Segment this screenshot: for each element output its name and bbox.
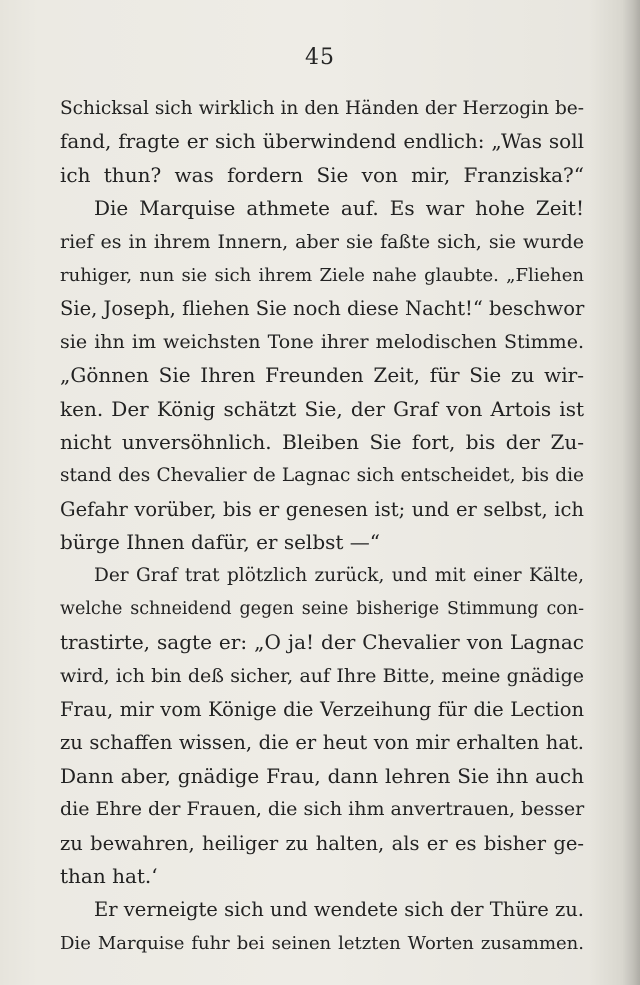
text-line: ken. Der König schätzt Sie, der Graf von Artois ist <box>60 396 584 421</box>
text-line: Sie, Joseph, fliehen Sie noch diese Nacht!“ beschwor <box>60 297 585 321</box>
text-line: Dann aber, gnädige Frau, dann lehren Sie ihn auch <box>60 763 584 788</box>
text-line: sie ihn im weichsten Tone ihrer melodischen Stimme. <box>60 330 584 353</box>
page-edge-shadow <box>622 0 640 985</box>
text-line: Der Graf trat plötzlich zurück, und mit einer Kälte, <box>94 565 584 587</box>
text-line: bürge Ihnen dafür, er selbst —“ <box>60 530 380 555</box>
page-number: 45 <box>305 45 335 70</box>
text-line: fand, fragte er sich überwindend endlich: „Was soll <box>60 129 584 154</box>
text-line: Die Marquise athmete auf. Es war hohe Zeit! <box>94 196 584 221</box>
text-line: Die Marquise fuhr bei seinen letzten Worten zusammen. <box>60 932 584 954</box>
text-line: ruhiger, nun sie sich ihrem Ziele nahe glaubte. „Fliehen <box>60 264 584 286</box>
text-line: welche schneidend gegen seine bisherige Stimmung con- <box>60 598 584 619</box>
text-line: Er verneigte sich und wendete sich der Thüre zu. <box>94 898 584 922</box>
text-line: rief es in ihrem Innern, aber sie faßte sich, sie wurde <box>60 230 584 253</box>
text-line: stand des Chevalier de Lagnac sich entscheidet, bis die <box>60 465 584 487</box>
text-line: zu schaffen wissen, die er heut von mir erhalten hat. <box>60 731 584 755</box>
text-line: nicht unversöhnlich. Bleiben Sie fort, bis der Zu- <box>60 429 584 454</box>
text-line: ich thun? was fordern Sie von mir, Franziska?“ <box>60 162 584 187</box>
text-line: die Ehre der Frauen, die sich ihm anvertrauen, besser <box>60 798 585 821</box>
text-line: wird, ich bin deß sicher, auf Ihre Bitte, meine gnädige <box>60 664 584 687</box>
text-line: Gefahr vorüber, bis er genesen ist; und er selbst, ich <box>60 497 584 521</box>
text-line: Schicksal sich wirklich in den Händen der Herzogin be- <box>60 98 584 119</box>
text-line: „Gönnen Sie Ihren Freunden Zeit, für Sie zu wir- <box>60 363 584 388</box>
text-line: trastirte, sagte er: „O ja! der Chevalier von Lagnac <box>60 630 584 655</box>
body-text <box>60 92 584 960</box>
text-line: zu bewahren, heiliger zu halten, als er es bisher ge- <box>60 831 584 855</box>
text-line: than hat.‘ <box>60 863 158 888</box>
text-line: Frau, mir vom Könige die Verzeihung für die Lection <box>60 698 584 722</box>
